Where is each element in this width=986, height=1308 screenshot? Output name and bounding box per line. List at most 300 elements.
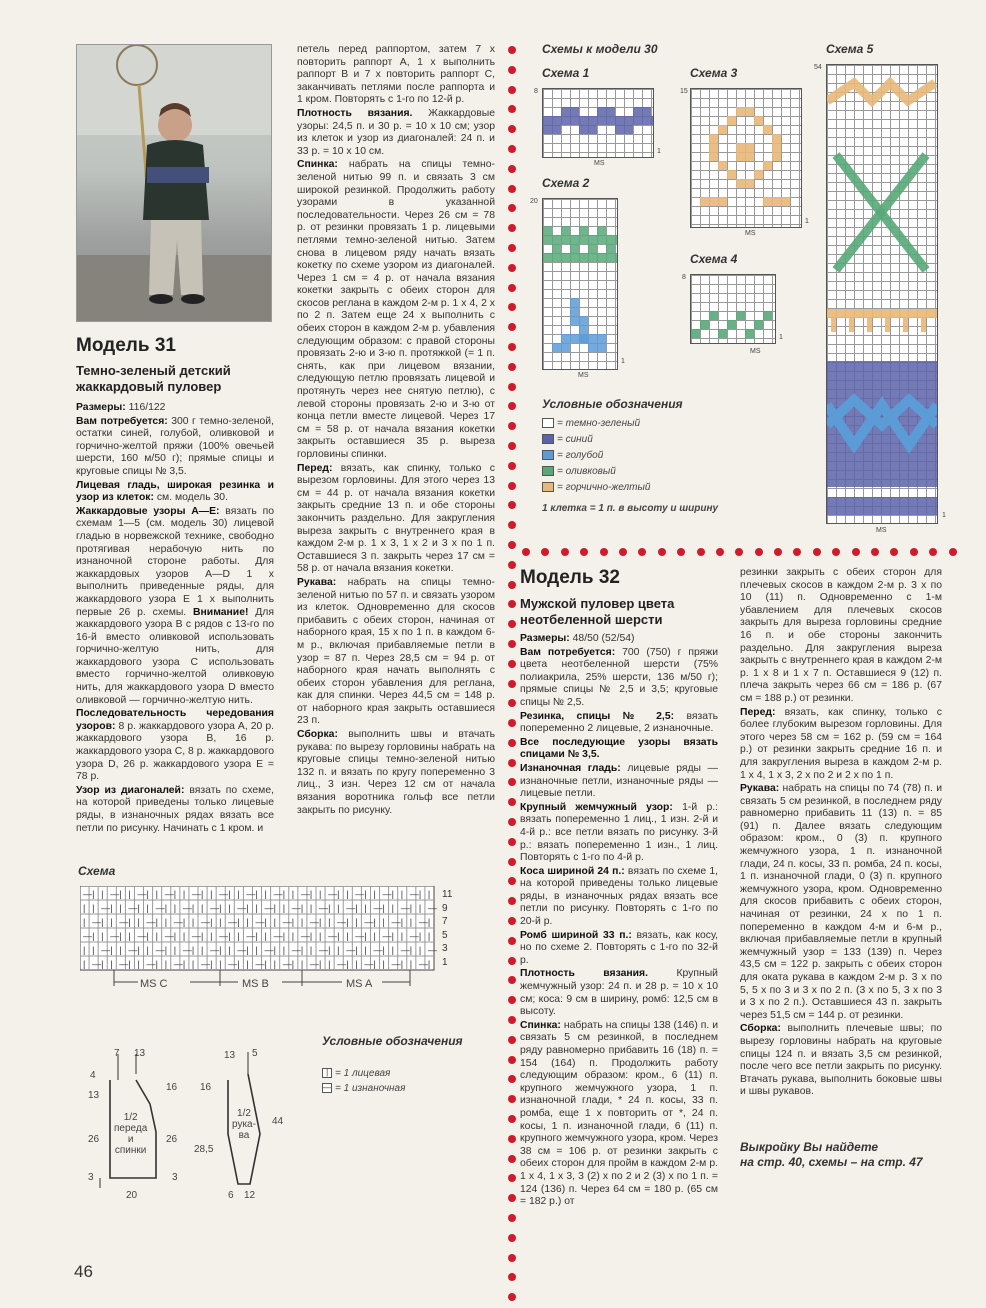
m32-materials: 700 (750) г пряжи цвета неотбеленной шерсти (75% полиакрила, 25% шерсти, 136 м/50 г); прямые спицы № 2,5 и 3,5; круговые спицы № 2,5. [520,646,718,708]
schema-4-pattern [691,275,775,343]
schema-cell-symbol: | [201,931,204,941]
schema-cell-symbol: | [382,903,385,913]
schema-cell-symbol: | [210,917,213,927]
schema-5-grid [826,64,938,524]
schema-cell-symbol: | [355,959,358,969]
schema-5-bottom-row: 1 [942,512,946,519]
schema-cell-symbol: | [255,931,258,941]
schema-cell-symbol: | [83,903,86,913]
repeat-ms-a: MS A [346,978,373,990]
schema-cell-symbol: | [201,889,204,899]
m32-seed-label: Крупный жемчужный узор: [520,801,673,813]
schema-cell-symbol: | [155,931,158,941]
schema-cell-symbol: — [409,889,419,899]
m32-cable: вязать по схеме 1, на которой приведены только лицевые ряды, в изнаночных рядах вязать все петли по рисунку. Повторять с 1-го по 20-й р. [520,865,719,928]
schema-cell-symbol: — [110,889,120,899]
schema-cell-symbol: | [219,903,222,913]
front-left-3: 3 [88,1172,94,1183]
schema-cell-symbol: — [364,959,374,969]
front-top-13: 13 [134,1048,146,1059]
schema-cell-symbol: | [409,945,413,955]
schema-cell-symbol: | [237,931,240,941]
schema-cell-symbol: — [309,917,319,927]
sleeve-bottom-12: 12 [244,1190,256,1201]
schema-cell-symbol: | [418,889,422,899]
schema-cell-symbol: — [264,945,274,955]
legend-purl: — = 1 изнаночная [323,1083,406,1094]
density-text: Жаккардовые узоры: 24,5 п. и 30 р. = 10 х 10 см; узор из клеток и узор из диагоналей: 24 п. и 33 р. = 10 х 10 см. [297,107,495,157]
schema-cell-symbol: | [309,931,313,941]
schema-cell-symbol: | [373,959,376,969]
schema-cell-symbol: | [427,917,431,927]
model-32-subtitle: Мужской пуловер цвета неотбеленной шерсти [520,596,675,627]
model-31-column-1 [76,402,274,836]
schema-cell-symbol: | [355,903,358,913]
schema-cell-symbol: | [128,917,131,927]
sleeves-text: набрать на спицы темно-зеленой нитью по 57 п. и связать узором из клеток. Одновременно для скосов прибавить с обеих сторон, начиная от наборного края, 15 х по 1 п. в каждом 6-м р., включая прибавляемые петли в узор = 87 п. Через 28,5 см = 94 р. от наборного края начать выполнять с обеих сторон убавления для реглана, как для спинки. Через 44,5 см = 148 р. от наборного края закрыть оставшиеся 23 п. [297,576,495,727]
schema-cell-symbol: | [164,903,168,913]
legend-olive: = оливковый [542,464,650,480]
schema-cell-symbol: — [273,889,283,899]
schema-cell-symbol: — [300,889,310,899]
schema-cell-symbol: — [219,889,229,899]
schema-cell-symbol: | [119,945,122,955]
schema-cell-symbol: | [173,945,177,955]
m32-assembly-label: Сборка: [740,1023,781,1035]
schema-1-bottom-row: 1 [657,148,661,155]
legend-light-blue: = голубой [542,448,650,464]
m32-materials-label: Вам потребуется: [520,646,616,658]
materials-label: Вам потребуется: [76,415,168,427]
schema-cell-symbol: | [382,945,385,955]
schema-cell-symbol: — [128,945,138,955]
schema-cell-symbol: — [228,917,238,927]
schema-2-pattern [543,199,617,369]
repeat-ms-b: MS B [242,978,269,990]
schema-cell-symbol: | [146,945,149,955]
m32-back: набрать на спицы 138 (146) п. и связать 5 см резинкой, в последнем ряду равномерно прибавить 16 (18) п. = 154 (164) п. Продолжить работу следующим образом: кром., 6 (11) п. крупного жемчужного узора, 1 п. изнаночной глади, * 24 п. косы, 33 п. ромба, еще 1 х повторить от *, 24 п. косы, 1 п. изнаночной глади, 6 (11) п. крупного жемчужного узора, кром. Через 38 см = 106 р. от резинки закрыть с обеих сторон для пройм в каждом 2-м р. 1 х 4, 1 х 3, 3 (2) х по 2 и 2 (3) х по 1 п. = 124 (136) п. Через 64 см = 180 р. (65 см = 182 р.) от [520,1019,718,1208]
schema-cell-symbol: — [391,959,401,969]
schema-cell-symbol: — [328,889,338,899]
schema-cell-symbol: | [373,889,376,899]
schema-cell-symbol: | [400,959,404,969]
schema-cell-symbol: | [83,945,86,955]
schema-cell-symbol: | [328,959,331,969]
schema-2-title: Схема 2 [542,176,590,190]
stitch-text: см. модель 30. [156,492,228,504]
m32-sleeves-label: Рукава: [740,783,780,795]
model-31-column-2 [297,44,495,818]
schema-cell-symbol: | [427,931,431,941]
schema-cell-symbol: | [427,889,431,899]
model-31-title: Модель 31 [76,335,176,356]
m32-diamond-label: Ромб шириной 33 п.: [520,929,632,941]
schema-cell-symbol: | [300,903,304,913]
model-32-column-2 [740,567,942,1100]
schema-cell-symbol: | [155,889,158,899]
schema-cell-symbol: — [83,889,92,899]
sleeve-right-44: 44 [272,1116,284,1127]
schema-cell-symbol: — [300,931,310,941]
schema-cell-symbol: | [309,903,313,913]
garment-schematics [78,1044,298,1204]
schema-cell-symbol: — [83,931,92,941]
schema-cell-symbol: | [146,903,149,913]
schema-cell-symbol: | [182,917,186,927]
diagonal-label: Узор из диагоналей: [76,784,185,796]
schema-cell-symbol: | [355,945,358,955]
sequence-text: 8 р. жаккардового узора А, 20 р. жаккардового узора В, 16 р. жаккардового узора С, 8 р. жаккардового узора D, 26 р. жаккардового узора Е = 78 р. [76,720,275,783]
schema-cell-symbol: | [110,945,113,955]
schema-2-ms: MS [578,372,589,379]
schema-5-ms: MS [876,527,887,534]
schema-1-title: Схема 1 [542,66,590,80]
schema-cell-symbol: | [110,959,113,969]
schema-cell-symbol: — [146,917,156,927]
model-31-photo [76,44,272,322]
schema-cell-symbol: | [228,931,231,941]
schema-cell-symbol: — [382,889,392,899]
schema-cell-symbol: | [328,917,331,927]
schema-cell-symbol: — [173,917,183,927]
m32-sizes: 48/50 (52/54) [572,633,635,644]
schema-cell-symbol: — [291,945,301,955]
schema-cell-symbol: | [92,931,95,941]
back-text: набрать на спицы темно-зеленой нитью 99 п. и связать 3 см широкой резинкой. Продолжить работу узорами в указанной последовательности. Через 26 см = 78 р. от резинки провязать 1 р. лицевыми петлями темно-зеленой нитью. Затем снова в лицевом ряду начать вязать кокетку по схеме узором из диагоналей. Через 1 см = 4 р. от начала вязания кокетки закрыть с обеих сторон для скосов реглана в каждом 2-м р. 1 х 4, 2 х по 2 п. Затем еще 24 х выполнить с обеих сторон в каждом 2-м р. убавления следующим образом: с правой стороны провязать 2-ю и 3-ю п. протяжкой (= 1 п. снять, как при лицевом вязании, следующую петлю провязать лицевой и протянуть через нее снятую петлю), с левой стороны провязать 2-ю и 3-ю от конца петли вместе лицевой. Через 17 см = 58 р. от начала вязания кокетки закрыть оставшиеся 35 р. выреза горловины спинки. [297,159,495,460]
schema-cell-symbol: | [264,931,267,941]
schema-3-pattern [691,89,801,227]
schema-cell-symbol: — [155,945,165,955]
schema-cell-symbol: | [173,903,177,913]
schema-cell-symbol: | [137,903,140,913]
schema-cell-symbol: | [191,903,195,913]
schema-cell-symbol: — [137,889,147,899]
schema-cell-symbol: | [219,945,222,955]
schema-cell-symbol: | [400,889,404,899]
schema-1-top-row: 8 [534,88,538,95]
m32-rib: вязать попеременно 2 лицевые, 2 изнаночные. [520,710,718,735]
schema-cell-symbol: — [382,931,392,941]
schema-4-bottom-row: 1 [779,334,783,341]
schema-cell-symbol: | [282,945,286,955]
schema-cell-symbol: — [164,889,174,899]
schema-cell-symbol: — [110,931,120,941]
jacquard-text: вязать по схемам 1—5 (см. модель 30) лицевой гладью в норвежской технике, свободно протягивая нерабочую нить по изнаночной стороне работы. Для жаккардовых узоров А—D 1 х выполнить приведенные ряды, для жаккардового узора Е 1 х выполнить первые 26 р. схемы. [76,505,274,618]
schema-cell-symbol: | [137,917,140,927]
schema-cell-symbol: | [300,945,304,955]
schema-cell-symbol: | [273,903,276,913]
m32-density-label: Плотность вязания. [520,968,649,980]
schema-cell-symbol: | [92,889,95,899]
schema-cell-symbol: — [355,931,365,941]
schema-cell-symbol: | [237,959,240,969]
m32-all-label: Все последующие узоры вязать спицами № 3,5. [520,736,718,761]
schema-cell-symbol: | [291,959,295,969]
schema-cell-symbol: | [83,917,86,927]
schema-cell-symbol: — [273,931,283,941]
schema-cell-symbol: | [409,903,413,913]
schema-3-bottom-row: 1 [805,218,809,225]
schema-cell-symbol: | [155,917,158,927]
schema-cell-symbol: | [291,889,295,899]
schema-cell-symbol: | [101,931,104,941]
schema-cell-symbol: | [237,917,240,927]
m32-diamond: вязать, как косу, но по схеме 2. Повторять с 1-го по 32-й р. [520,929,718,966]
schema-cell-symbol: | [255,903,258,913]
schema-cell-symbol: | [146,931,149,941]
front-label: Перед: [297,462,333,474]
schema-cell-symbol: — [373,903,383,913]
diagonal-schema-row-numbers: 11 9 7 5 3 1 [442,889,453,968]
schema-cell-symbol: — [155,903,165,913]
jacquard-label: Жаккардовые узоры А—Е: [76,505,220,517]
front-label: 1/2 переда и спинки [114,1112,148,1156]
schema-cell-symbol: — [409,931,419,941]
schema-cell-symbol: | [346,889,349,899]
schema-cell-symbol: | [391,903,394,913]
schema-cell-symbol: — [418,917,428,927]
legend-blue: = синий [542,432,650,448]
schema-cell-symbol: — [182,945,192,955]
schema-cell-symbol: — [255,959,265,969]
sleeve-top-5: 5 [252,1048,258,1059]
schema-cell-symbol: | [173,889,177,899]
m32-rev-label: Изнаночная гладь: [520,762,621,774]
back-label: Спинка: [297,159,338,171]
schema-cell-symbol: | [255,945,258,955]
schema-cell-symbol: | [146,889,149,899]
schema-5-top-row: 54 [814,64,822,71]
schema-cell-symbol: | [164,917,168,927]
schema-cell-symbol: — [137,931,147,941]
legend-mustard: = горчично-желтый [542,480,650,496]
schema-cell-symbol: — [246,889,256,899]
m32-front: вязать, как спинку, только с более глубоким вырезом горловины. Для этого через 58 см = 162 р. (59 см = 164 р.) от резинки закрыть средние 16 п. и для закругления выреза в каждом 2-м р. 1 х 4, 1 х 3, 2 х по 2 и 2 х по 1 п. [740,706,942,781]
schema-cell-symbol: — [128,903,138,913]
schema-3-grid [690,88,802,228]
schema-cell-symbol: | [228,903,231,913]
diagonal-text: вязать по схеме, на которой приведены только лицевые ряды, в изнаночных рядах вязать все петли по рисунку. Начинать с 1 кром. и [76,784,274,834]
schema-cell-symbol: | [155,959,158,969]
schema-cell-symbol: — [282,917,292,927]
schema-cell-symbol: — [400,945,410,955]
m32-front-label: Перед: [740,706,776,718]
schema-cell-symbol: — [346,903,356,913]
charts-30-title: Схемы к модели 30 [542,42,658,56]
front-right-3: 3 [172,1172,178,1183]
schema-cell-symbol: — [237,945,247,955]
sizes-label: Размеры: [76,402,126,413]
schema-cell-symbol: | [119,889,122,899]
schema-5-title: Схема 5 [826,42,874,56]
schema-cell-symbol: | [110,903,113,913]
front-back-sleeve-outline [78,1044,298,1204]
schema-cell-symbol: | [210,889,213,899]
sequence-label: Последовательность чередования узоров: [76,708,274,732]
schema-4-top-row: 8 [682,274,686,281]
schema-cell-symbol: | [337,903,340,913]
legend-31-list [322,1066,405,1096]
schema-cell-symbol: | [92,945,95,955]
sleeve-left-28: 28,5 [194,1144,214,1155]
stitch-label: Лицевая гладь, широкая резинка и узор из клеток: [76,479,274,504]
schema-31-title: Схема [78,864,116,878]
schema-cell-symbol: | [119,903,122,913]
schema-cell-symbol: | [128,959,131,969]
schema-cell-symbol: | [282,931,286,941]
schema-cell-symbol: | [337,931,340,941]
schema-cell-symbol: | [246,917,249,927]
schema-cell-symbol: | [282,889,286,899]
schema-cell-symbol: | [346,931,349,941]
schema-4-ms: MS [750,348,761,355]
schema-cell-symbol: | [400,931,404,941]
schema-cell-symbol: — [201,959,210,969]
m32-rib-label: Резинка, спицы № 2,5: [520,710,675,722]
schema-cell-symbol: — [319,945,328,955]
schema-cell-symbol: | [337,945,340,955]
schema-cell-symbol: — [309,959,319,969]
schema-cell-symbol: | [210,931,213,941]
schema-cell-symbol: — [373,945,383,955]
schema-cell-symbol: | [391,931,394,941]
sleeves-label: Рукава: [297,576,337,588]
schema-cell-symbol: | [101,889,104,899]
assembly-label: Сборка: [297,729,338,741]
schema-cell-symbol: — [337,959,347,969]
schema-cell-symbol: | [173,931,177,941]
schema-cell-symbol: | [182,931,186,941]
schema-cell-symbol: | [201,945,204,955]
schema-cell-symbol: | [409,917,413,927]
schema-cell-symbol: | [110,917,113,927]
schema-cell-symbol: | [246,959,249,969]
sleeve-top-13: 13 [224,1050,236,1061]
schema-cell-symbol: — [191,931,201,941]
front-right-26: 26 [166,1134,178,1145]
schema-cell-symbol: | [319,917,322,927]
schema-cell-symbol: | [400,917,404,927]
schema-cell-symbol: | [101,917,104,927]
sizes-value: 116/122 [128,402,166,413]
schema-cell-symbol: | [228,889,231,899]
schema-cell-symbol: | [355,917,358,927]
schema-cell-symbol: — [427,903,437,913]
schema-cell-symbol: | [300,959,304,969]
schema-cell-symbol: | [409,959,413,969]
schema-cell-symbol: — [173,959,183,969]
schema-cell-symbol: | [364,945,367,955]
schema-cell-symbol: — [228,959,238,969]
page-number: 46 [74,1262,93,1281]
schema-cell-symbol: — [237,903,247,913]
m32-shoulders: резинки закрыть с обеих сторон для плечевых скосов в каждом 2-м р. 3 х по 10 (11) п. Одновременно с 1-м убавлением для плечевых скосов закрыть для выреза горловины средние 16 п. и обе стороны закончить раздельно. Для закругления выреза закрыть с внутреннего края в каждом 2-м р. 1 х 8 и 1 х 7 п. Оставшиеся 9 (12) п. плеча закрыть через 66 см = 186 р. (67 см = 188 р.) от резинки. [740,567,942,704]
schema-cell-symbol: — [255,917,265,927]
front-right-16: 16 [166,1082,178,1093]
schema-cell-symbol: | [319,959,322,969]
schema-cell-symbol: | [128,889,131,899]
schema-cell-symbol: | [373,917,376,927]
schema-1-pattern [543,89,653,157]
front-text: вязать, как спинку, только с вырезом горловины. Для этого через 13 см = 44 р. от начала вязания кокетки закрыть средние 13 п. и обе стороны закончить раздельно. Для закругления выреза закрыть с внутреннего края в каждом 2-м р. 1 х 3, 1 х 2 и 3 х по 1 п. Оставшиеся 3 п. закрыть через 17 см = 58 р. от начала вязания кокетки. [297,462,495,575]
schema-cell-symbol: | [264,959,267,969]
schema-cell-symbol: | [309,889,313,899]
schema-5-pattern [827,65,937,523]
schema-cell-symbol: — [101,903,111,913]
schema-cell-symbol: — [191,889,201,899]
schema-cell-symbol: — [92,917,102,927]
m32-rev: лицевые ряды — изнаночные петли, изнаночные ряды — лицевые петли. [520,762,719,800]
schema-1-ms: MS [594,160,605,167]
pattern-reference-note: Выкройку Вы найдете на стр. 40, схемы – на стр. 47 [740,1140,923,1169]
schema-cell-symbol: | [364,903,367,913]
schema-1-grid [542,88,654,158]
sleeve-bottom-6: 6 [228,1190,234,1201]
legend-dark-green: = темно-зеленый [542,416,650,432]
front-bottom-20: 20 [126,1190,138,1201]
schema-cell-symbol: — [146,959,156,969]
schema-cell-symbol: — [210,945,220,955]
schema-cell-symbol: — [291,903,301,913]
schema-cell-symbol: — [346,945,356,955]
schema-cell-symbol: — [92,959,102,969]
schema-cell-symbol: — [210,903,220,913]
schema-cell-symbol: | [300,917,304,927]
schema-cell-symbol: | [119,931,122,941]
schema-cell-symbol: | [92,903,95,913]
schema-cell-symbol: | [319,931,322,941]
jacquard-note: Для жаккардового узора В с рядов с 13-го по 16-й вместо оливковой использовать горчично-желтую нить, для жаккардового узора С использовать вместо горчично-желтой оливковую нить, для жаккардового узора D вместо оливковой — горчично-желтую нить. [76,606,274,706]
schema-cell-symbol: — [400,903,410,913]
schema-cell-symbol: | [273,945,276,955]
schema-cell-symbol: | [391,889,394,899]
m32-sizes-label: Размеры: [520,633,570,644]
schema-cell-symbol: | [264,889,267,899]
front-left-13: 13 [88,1090,100,1101]
schema-3-top-row: 15 [680,88,688,95]
schema-cell-symbol: | [382,959,385,969]
schema-3-ms: MS [745,230,756,237]
schema-cell-symbol: | [291,917,295,927]
schema-cell-symbol: — [164,931,174,941]
legend-31-title: Условные обозначения [322,1034,463,1048]
schema-cell-symbol: | [191,945,195,955]
schema-cell-symbol: — [391,917,401,927]
schema-cell-symbol: | [337,889,340,899]
schema-cell-symbol: | [264,917,267,927]
schema-cell-symbol: | [83,959,86,969]
child-with-net-illustration [77,45,272,322]
schema-cell-symbol: — [282,959,292,969]
schema-cell-symbol: | [128,931,131,941]
schema-cell-symbol: | [346,959,349,969]
schema-4-grid [690,274,776,344]
schema-cell-symbol: | [164,945,168,955]
schema-cell-symbol: — [219,931,229,941]
schema-cell-symbol: | [391,945,394,955]
schema-cell-symbol: | [282,903,286,913]
schema-cell-symbol: — [427,945,437,955]
schema-2-top-row: 20 [530,198,538,205]
schema-cell-symbol: | [309,945,313,955]
schema-cell-symbol: | [137,959,140,969]
schema-cell-symbol: — [355,889,365,899]
front-top-7: 7 [114,1048,120,1059]
model-31-subtitle: Темно-зеленый детский жаккардовый пуловер [76,363,231,394]
schema-cell-symbol: | [418,931,422,941]
m32-density: Крупный жемчужный узор: 24 п. и 28 р. = 10 х 10 см; коса: 9 см в ширину, ромб: 12,5 см в высоту. [520,968,718,1018]
schema-cell-symbol: | [201,903,204,913]
